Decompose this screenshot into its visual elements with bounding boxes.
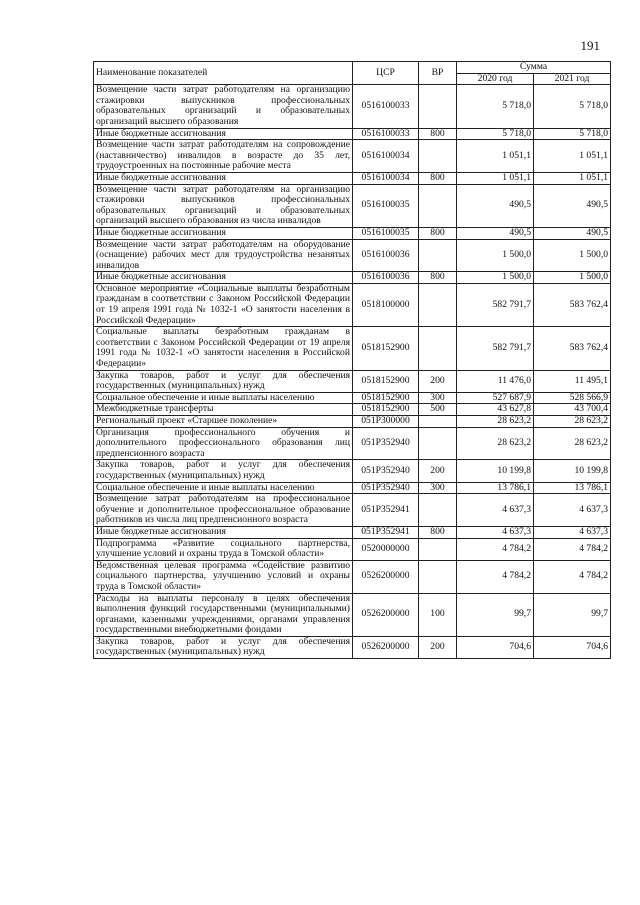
indicator-name-cell: Социальное обеспечение и иные выплаты населению bbox=[94, 392, 353, 404]
table-row bbox=[94, 593, 611, 636]
csr-code-cell: 051P352940 bbox=[353, 427, 419, 460]
amount-2021-cell: 1 500,0 bbox=[534, 272, 611, 284]
csr-code-cell: 0518100000 bbox=[353, 283, 419, 326]
amount-2021-cell: 704,6 bbox=[534, 636, 611, 658]
amount-2021-cell: 528 566,9 bbox=[534, 392, 611, 404]
amount-2020-cell: 13 786,1 bbox=[457, 482, 534, 494]
amount-2020-cell: 1 051,1 bbox=[457, 140, 534, 173]
indicator-name-cell: Закупка товаров, работ и услуг для обеспечения государственных (муниципальных) нужд bbox=[94, 636, 353, 658]
amount-2020-cell: 28 623,2 bbox=[457, 427, 534, 460]
csr-code-cell: 0516100033 bbox=[353, 128, 419, 140]
table-row bbox=[94, 272, 611, 284]
vr-code-cell: 800 bbox=[419, 272, 457, 284]
vr-code-cell bbox=[419, 239, 457, 272]
indicator-name-cell: Закупка товаров, работ и услуг для обеспечения государственных (муниципальных) нужд bbox=[94, 370, 353, 392]
table-row bbox=[94, 460, 611, 482]
csr-code-cell: 0526200000 bbox=[353, 636, 419, 658]
table-row bbox=[94, 370, 611, 392]
amount-2021-cell: 28 623,2 bbox=[534, 427, 611, 460]
indicator-name-cell: Иные бюджетные ассигнования bbox=[94, 526, 353, 538]
amount-2021-cell: 4 784,2 bbox=[534, 538, 611, 560]
amount-2020-cell: 5 718,0 bbox=[457, 128, 534, 140]
vr-code-cell: 300 bbox=[419, 392, 457, 404]
indicator-name-cell: Региональный проект «Старшее поколение» bbox=[94, 416, 353, 428]
amount-2020-cell: 4 784,2 bbox=[457, 538, 534, 560]
column-header-2021: 2021 год bbox=[534, 73, 611, 85]
indicator-name-cell: Межбюджетные трансферты bbox=[94, 404, 353, 416]
vr-code-cell: 200 bbox=[419, 636, 457, 658]
csr-code-cell: 051P300000 bbox=[353, 416, 419, 428]
amount-2020-cell: 490,5 bbox=[457, 227, 534, 239]
amount-2021-cell: 1 051,1 bbox=[534, 140, 611, 173]
indicator-name-cell: Социальные выплаты безработным гражданам в соответствии с Законом Российской Федерации от 19 апреля 1991 года № 1032-1 «О занятости населения в Российской Федерации» bbox=[94, 327, 353, 370]
vr-code-cell bbox=[419, 494, 457, 527]
amount-2020-cell: 99,7 bbox=[457, 593, 534, 636]
amount-2021-cell: 1 500,0 bbox=[534, 239, 611, 272]
vr-code-cell bbox=[419, 85, 457, 128]
table-row bbox=[94, 636, 611, 658]
vr-code-cell bbox=[419, 327, 457, 370]
indicator-name-cell: Ведомственная целевая программа «Содействие развитию социального партнерства, улучшению условий и охраны труда в Томской области» bbox=[94, 560, 353, 593]
amount-2020-cell: 704,6 bbox=[457, 636, 534, 658]
amount-2020-cell: 4 784,2 bbox=[457, 560, 534, 593]
table-row bbox=[94, 392, 611, 404]
csr-code-cell: 0518152900 bbox=[353, 392, 419, 404]
table-row bbox=[94, 239, 611, 272]
csr-code-cell: 0516100035 bbox=[353, 184, 419, 227]
table-row bbox=[94, 404, 611, 416]
vr-code-cell bbox=[419, 416, 457, 428]
table-row bbox=[94, 128, 611, 140]
vr-code-cell bbox=[419, 283, 457, 326]
table-row bbox=[94, 538, 611, 560]
vr-code-cell: 100 bbox=[419, 593, 457, 636]
amount-2020-cell: 1 500,0 bbox=[457, 272, 534, 284]
amount-2020-cell: 43 627,8 bbox=[457, 404, 534, 416]
indicator-name-cell: Возмещение части затрат работодателям на сопровождение (наставничество) инвалидов в возрасте до 35 лет, трудоустроенных на постоянные рабочие места bbox=[94, 140, 353, 173]
column-header-2020: 2020 год bbox=[457, 73, 534, 85]
column-header-vr: ВР bbox=[419, 62, 457, 85]
csr-code-cell: 0516100036 bbox=[353, 272, 419, 284]
csr-code-cell: 0520000000 bbox=[353, 538, 419, 560]
amount-2021-cell: 13 786,1 bbox=[534, 482, 611, 494]
indicator-name-cell: Закупка товаров, работ и услуг для обеспечения государственных (муниципальных) нужд bbox=[94, 460, 353, 482]
column-header-csr: ЦСР bbox=[353, 62, 419, 85]
amount-2020-cell: 582 791,7 bbox=[457, 283, 534, 326]
indicator-name-cell: Расходы на выплаты персоналу в целях обеспечения выполнения функций государственными (муниципальными) органами, казенными учреждениями, органами управления государственными внебюджетными фондами bbox=[94, 593, 353, 636]
amount-2020-cell: 1 500,0 bbox=[457, 239, 534, 272]
amount-2020-cell: 527 687,9 bbox=[457, 392, 534, 404]
amount-2021-cell: 11 495,1 bbox=[534, 370, 611, 392]
amount-2020-cell: 5 718,0 bbox=[457, 85, 534, 128]
csr-code-cell: 051P352941 bbox=[353, 526, 419, 538]
amount-2021-cell: 1 051,1 bbox=[534, 172, 611, 184]
indicator-name-cell: Возмещение затрат работодателям на профессиональное обучение и дополнительное профессиональное образование работников из числа лиц предпенсионного возраста bbox=[94, 494, 353, 527]
amount-2021-cell: 583 762,4 bbox=[534, 327, 611, 370]
amount-2020-cell: 10 199,8 bbox=[457, 460, 534, 482]
indicator-name-cell: Возмещение части затрат работодателям на организацию стажировки выпускников профессиональных образовательных организаций и образовательных организаций высшего образования из числа инвалидов bbox=[94, 184, 353, 227]
amount-2021-cell: 10 199,8 bbox=[534, 460, 611, 482]
amount-2021-cell: 4 637,3 bbox=[534, 526, 611, 538]
amount-2021-cell: 4 784,2 bbox=[534, 560, 611, 593]
amount-2020-cell: 28 623,2 bbox=[457, 416, 534, 428]
amount-2020-cell: 490,5 bbox=[457, 184, 534, 227]
amount-2020-cell: 4 637,3 bbox=[457, 494, 534, 527]
vr-code-cell: 800 bbox=[419, 172, 457, 184]
budget-table bbox=[93, 61, 611, 659]
vr-code-cell bbox=[419, 184, 457, 227]
indicator-name-cell: Иные бюджетные ассигнования bbox=[94, 272, 353, 284]
table-row bbox=[94, 283, 611, 326]
indicator-name-cell: Возмещение части затрат работодателям на организацию стажировки выпускников профессиональных образовательных организаций и образовательных организаций высшего образования bbox=[94, 85, 353, 128]
amount-2021-cell: 490,5 bbox=[534, 184, 611, 227]
table-row bbox=[94, 526, 611, 538]
table-row bbox=[94, 227, 611, 239]
amount-2021-cell: 5 718,0 bbox=[534, 85, 611, 128]
indicator-name-cell: Возмещение части затрат работодателям на оборудование (оснащение) рабочих мест для трудоустройства незанятых инвалидов bbox=[94, 239, 353, 272]
indicator-name-cell: Иные бюджетные ассигнования bbox=[94, 128, 353, 140]
column-header-name: Наименование показателей bbox=[94, 62, 353, 85]
table-row bbox=[94, 184, 611, 227]
amount-2021-cell: 4 637,3 bbox=[534, 494, 611, 527]
csr-code-cell: 0518152900 bbox=[353, 370, 419, 392]
indicator-name-cell: Иные бюджетные ассигнования bbox=[94, 172, 353, 184]
amount-2020-cell: 11 476,0 bbox=[457, 370, 534, 392]
csr-code-cell: 0516100033 bbox=[353, 85, 419, 128]
vr-code-cell: 200 bbox=[419, 460, 457, 482]
table-row bbox=[94, 416, 611, 428]
csr-code-cell: 0526200000 bbox=[353, 593, 419, 636]
vr-code-cell bbox=[419, 140, 457, 173]
vr-code-cell: 800 bbox=[419, 227, 457, 239]
indicator-name-cell: Социальное обеспечение и иные выплаты населению bbox=[94, 482, 353, 494]
page-number: 191 bbox=[580, 38, 600, 53]
vr-code-cell: 500 bbox=[419, 404, 457, 416]
table-row bbox=[94, 140, 611, 173]
vr-code-cell: 800 bbox=[419, 526, 457, 538]
table-row bbox=[94, 427, 611, 460]
indicator-name-cell: Подпрограмма «Развитие социального партнерства, улучшение условий и охраны труда в Томской области» bbox=[94, 538, 353, 560]
amount-2021-cell: 99,7 bbox=[534, 593, 611, 636]
csr-code-cell: 0516100035 bbox=[353, 227, 419, 239]
table-row bbox=[94, 494, 611, 527]
vr-code-cell bbox=[419, 427, 457, 460]
table-row bbox=[94, 482, 611, 494]
vr-code-cell: 200 bbox=[419, 370, 457, 392]
table-row bbox=[94, 172, 611, 184]
table-row bbox=[94, 85, 611, 128]
amount-2021-cell: 28 623,2 bbox=[534, 416, 611, 428]
csr-code-cell: 0516100034 bbox=[353, 172, 419, 184]
indicator-name-cell: Иные бюджетные ассигнования bbox=[94, 227, 353, 239]
csr-code-cell: 0526200000 bbox=[353, 560, 419, 593]
csr-code-cell: 0518152900 bbox=[353, 327, 419, 370]
amount-2021-cell: 43 700,4 bbox=[534, 404, 611, 416]
vr-code-cell bbox=[419, 538, 457, 560]
csr-code-cell: 051P352940 bbox=[353, 460, 419, 482]
table-row bbox=[94, 560, 611, 593]
csr-code-cell: 051P352941 bbox=[353, 494, 419, 527]
vr-code-cell bbox=[419, 560, 457, 593]
indicator-name-cell: Организация профессионального обучения и дополнительного профессионального образования лиц предпенсионного возраста bbox=[94, 427, 353, 460]
amount-2021-cell: 490,5 bbox=[534, 227, 611, 239]
table-row bbox=[94, 327, 611, 370]
amount-2020-cell: 1 051,1 bbox=[457, 172, 534, 184]
csr-code-cell: 0516100034 bbox=[353, 140, 419, 173]
amount-2021-cell: 583 762,4 bbox=[534, 283, 611, 326]
amount-2020-cell: 4 637,3 bbox=[457, 526, 534, 538]
amount-2021-cell: 5 718,0 bbox=[534, 128, 611, 140]
column-header-sum: Сумма bbox=[457, 62, 611, 74]
amount-2020-cell: 582 791,7 bbox=[457, 327, 534, 370]
csr-code-cell: 0516100036 bbox=[353, 239, 419, 272]
indicator-name-cell: Основное мероприятие «Социальные выплаты безработным гражданам в соответствии с Законом Российской Федерации от 19 апреля 1991 года № 1032-1 «О занятости населения в Российской Федерации» bbox=[94, 283, 353, 326]
table-body bbox=[94, 85, 611, 659]
vr-code-cell: 800 bbox=[419, 128, 457, 140]
csr-code-cell: 051P352940 bbox=[353, 482, 419, 494]
csr-code-cell: 0518152900 bbox=[353, 404, 419, 416]
vr-code-cell: 300 bbox=[419, 482, 457, 494]
